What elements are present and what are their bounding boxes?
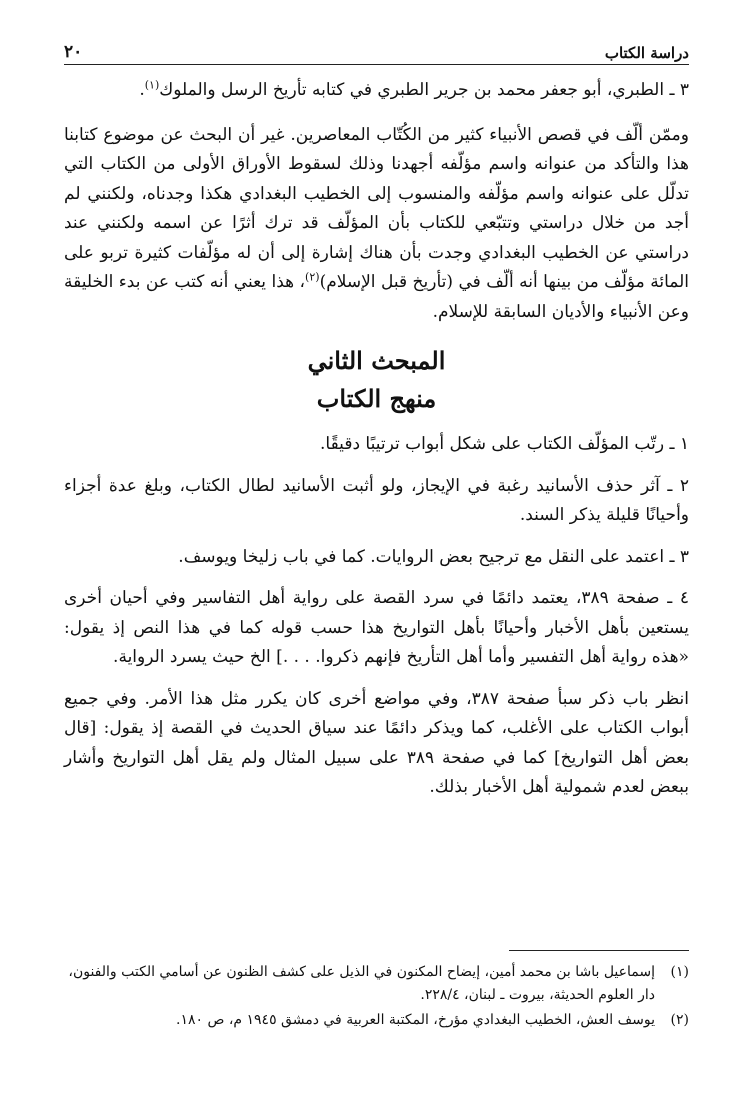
method-item-1: ١ ـ رتّب المؤلّف الكتاب على شكل أبواب ترتيبًا دقيقًا. bbox=[320, 434, 689, 454]
footnote-text: إسماعيل باشا بن محمد أمين، إيضاح المكنون في الذيل على كشف الظنون عن أسامي الكتب والفنون، دار العلوم الحديثة، بيروت ـ لبنان، ٢٢٨/٤. bbox=[68, 964, 655, 1003]
method-item-4: ٤ ـ صفحة ٣٨٩، يعتمد دائمًا في سرد القصة على رواية أهل التفاسير وفي أحيان أخرى يستعين بأهل الأخبار وأحيانًا بأهل التواريخ هذا حسب قوله كما في هذا النص إذ يقول: «هذه رواية أهل التفسير وأما أهل التأريخ فإنهم ذكروا. . . .] الخ حيث يسرد الرواية. bbox=[64, 588, 689, 667]
body-text bbox=[64, 76, 689, 818]
paragraph-tail: ، هذا يعني أنه كتب عن بدء الخليقة وعن الأنبياء والأديان السابقة للإسلام. bbox=[64, 272, 689, 322]
closing-paragraph: انظر باب ذكر سبأ صفحة ٣٨٧، وفي مواضع أخرى كان يكرر مثل هذا الأمر. وفي جميع أبواب الكتاب على الأغلب، كما ويذكر دائمًا عند سياق الحديث في القصة إذ يقول: [قال بعض أهل التواريخ] كما في صفحة ٣٨٩ على سبيل المثال ولم يقل أهل التواريخ وأشار ببعض لعدم شمولية أهل الأخبار بذلك. bbox=[64, 688, 689, 797]
page-number: ٢٠ bbox=[64, 42, 83, 62]
running-title: دراسة الكتاب bbox=[604, 44, 689, 62]
footnote-2 bbox=[64, 1009, 689, 1032]
footnote-number: (١) bbox=[670, 964, 689, 980]
running-header bbox=[64, 34, 689, 65]
footnote-reference-1: (١) bbox=[144, 78, 160, 92]
footnote-divider bbox=[509, 950, 689, 951]
footnotes bbox=[64, 950, 689, 1034]
paragraph-tabari bbox=[64, 76, 689, 106]
section-title: منهج الكتاب bbox=[316, 384, 437, 413]
footnote-reference-2: (٢) bbox=[305, 270, 320, 284]
paragraph-text: ٣ ـ الطبري، أبو جعفر محمد بن جرير الطبري في كتابه تأريخ الرسل والملوك bbox=[159, 80, 689, 100]
footnote-text: يوسف العش، الخطيب البغدادي مؤرخ، المكتبة العربية في دمشق ١٩٤٥ م، ص ١٨٠. bbox=[176, 1012, 655, 1028]
paragraph-text: وممّن ألّف في قصص الأنبياء كثير من الكُتّاب المعاصرين. غير أن البحث عن موضوع كتابنا هذا والتأكد من عنوانه واسم مؤلّفه أجهدنا وذلك لسقوط الأوراق الأولى من الكتاب التي تدلّل على عنوانه واسم مؤلّفه والمنسوب إلى الخطيب البغدادي هكذا وجدناه، ولكنني لم أجد من خلال دراستي وتتبّعي للكتاب بأن المؤلّف قد ترك أثرًا عن اسمه ولكنني عند دراستي عن الخطيب البغدادي وجدت بأن هناك إشارة إلى أن له مؤلّفات كثيرة تربو على المائة مؤلّف من بينها أنه ألّف في (تأريخ قبل الإسلام) bbox=[64, 124, 690, 292]
method-item-3: ٣ ـ اعتمد على النقل مع ترجيح بعض الروايات. كما في باب زليخا ويوسف. bbox=[178, 546, 689, 567]
paragraph-tail: . bbox=[139, 80, 145, 100]
paragraph-authorship bbox=[64, 121, 689, 328]
footnote-number: (٢) bbox=[670, 1012, 689, 1028]
section-heading: المبحث الثاني bbox=[307, 346, 446, 375]
method-item-2: ٢ ـ آثر حذف الأسانيد رغبة في الإيجاز، ولو أثبت الأسانيد لطال الكتاب، وبلغ عدة أجزاء وأحيانًا قليلة يذكر السند. bbox=[64, 475, 689, 525]
footnote-1 bbox=[64, 961, 689, 1007]
